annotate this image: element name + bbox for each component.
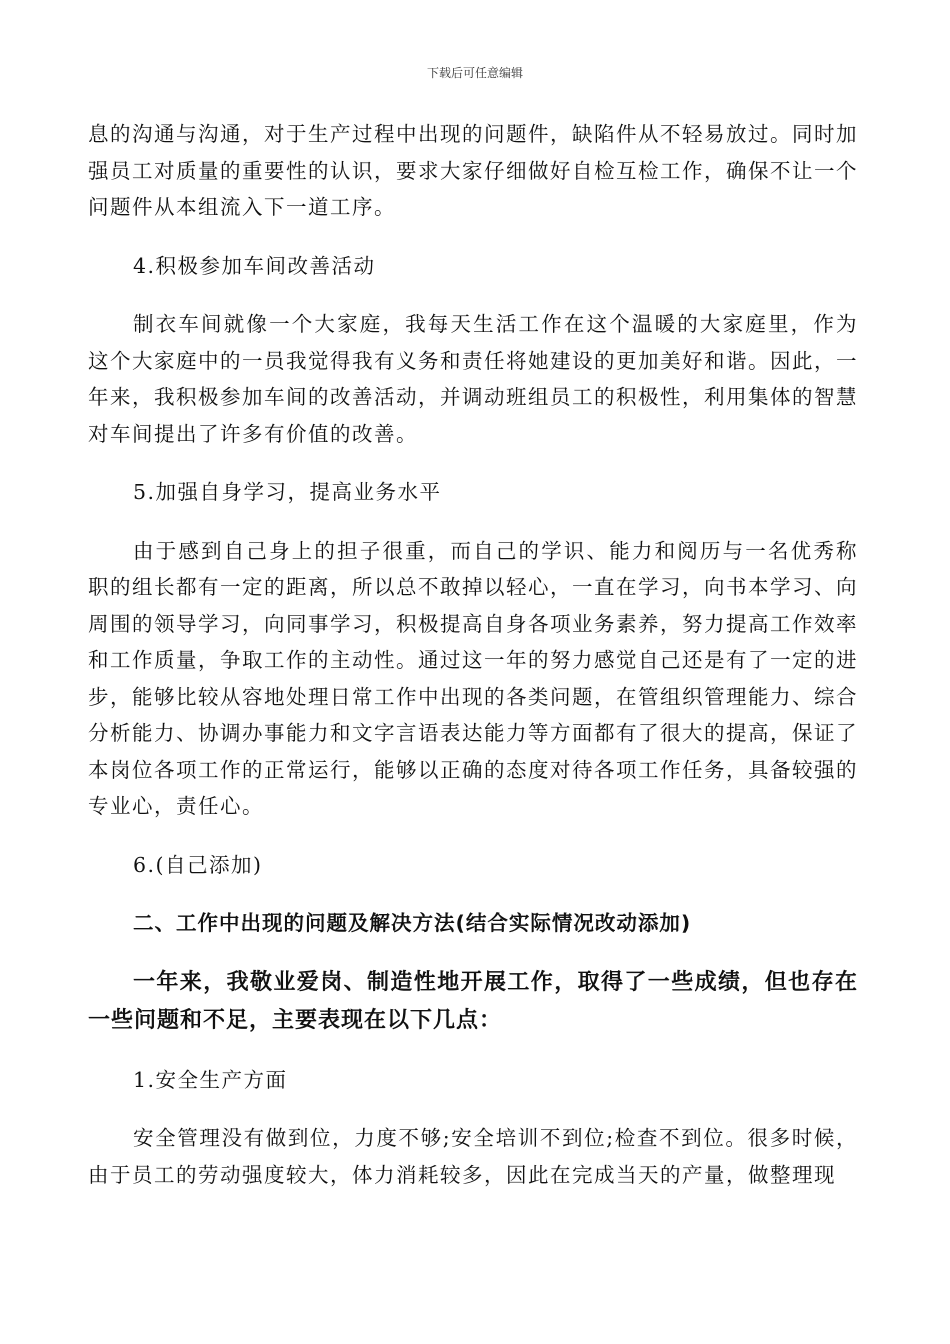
- section-heading-4: 4.积极参加车间改善活动: [133, 253, 376, 278]
- paragraph-continuation: 息的沟通与沟通，对于生产过程中出现的问题件，缺陷件从不轻易放过。同时加强员工对质量的重要性的认识，要求大家仔细做好自检互检工作，确保不让一个问题件从本组流入下一道工序。: [88, 122, 858, 219]
- chapter-heading-problems: 二、工作中出现的问题及解决方法(结合实际情况改动添加): [133, 911, 692, 935]
- section-heading-6: 6.(自己添加): [133, 852, 263, 877]
- page-header: 下载后可任意编辑: [426, 66, 523, 80]
- paragraph-summary-bold: 一年来，我敬业爱岗、制造性地开展工作，取得了一些成绩，但也存在一些问题和不足，主要表现在以下几点：: [88, 969, 858, 1033]
- paragraph-workshop: 制衣车间就像一个大家庭，我每天生活工作在这个温暖的大家庭里，作为这个大家庭中的一员我觉得我有义务和责任将她建设的更加美好和谐。因此，一年来，我积极参加车间的改善活动，并调动班组员工的积极性，利用集体的智慧对车间提出了许多有价值的改善。: [88, 312, 858, 446]
- subsection-heading-safety: 1.安全生产方面: [133, 1067, 288, 1092]
- paragraph-self-study: 由于感到自己身上的担子很重，而自己的学识、能力和阅历与一名优秀称职的组长都有一定的距离，所以总不敢掉以轻心，一直在学习，向书本学习、向周围的领导学习，向同事学习，积极提高自身各项业务素养，努力提高工作效率和工作质量，争取工作的主动性。通过这一年的努力感觉自己还是有了一定的进步，能够比较从容地处理日常工作中出现的各类问题，在管组织管理能力、综合分析能力、协调办事能力和文字言语表达能力等方面都有了很大的提高，保证了本岗位各项工作的正常运行，能够以正确的态度对待各项工作任务，具备较强的专业心，责任心。: [88, 538, 858, 818]
- section-heading-5: 5.加强自身学习，提高业务水平: [133, 480, 442, 504]
- paragraph-safety: 安全管理没有做到位，力度不够;安全培训不到位;检查不到位。很多时候，由于员工的劳动强度较大，体力消耗较多，因此在完成当天的产量，做整理现: [88, 1126, 858, 1187]
- document-body: [88, 116, 858, 1193]
